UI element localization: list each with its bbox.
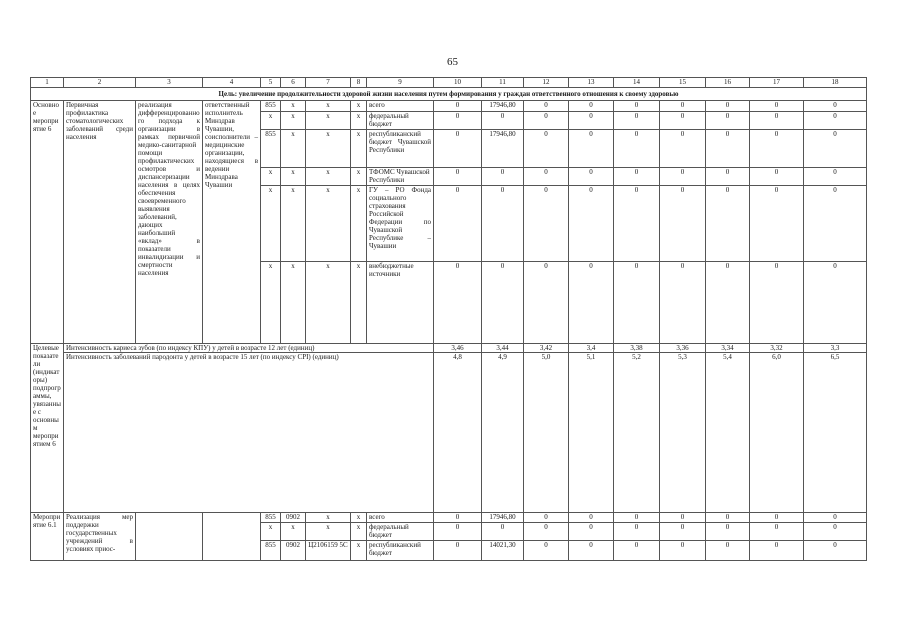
event-executor: ответственный исполнитель Минздрав Чувашии, соисполнители – медицинские организации, находящиеся в ведении Минздрава Чувашии — [203, 101, 261, 344]
table-row: x x x x ТФОМС Чувашской Республики 0 0 0 0 0 0 0 0 0 — [31, 168, 867, 186]
table-row: Мероприятие 6.1 Реализация мер поддержки государственных учреждений в условиях приос- 855 0902 x x всего 0 17946,80 0 0 0 0 0 0 0 — [31, 513, 867, 523]
table-row: Основное мероприятие 6 Первичная профилактика стоматологических заболеваний среди населения реализация дифференцированного подхода к организации в рамках первичной медико-санитарной помощи профилактических осмотров и диспансеризации населения в целях обеспечения своевременного выявления заболеваний, дающих наибольший «вклад» в показатели инвалидизации и смертности населения ответственный исполнитель Минздрав Чувашии, соисполнители – медицинские организации, находящиеся в ведении Минздрава Чувашии 855 x x x всего 0 17946,80 0 0 0 0 0 0 0 — [31, 101, 867, 112]
indicator-name: Интенсивность заболеваний пародонта у детей в возрасте 15 лет (по индексу СРІ) (единиц) — [64, 353, 434, 513]
column-number-row: 1 2 3 4 5 6 7 8 9 10 11 12 13 14 15 16 17 18 — [31, 78, 867, 88]
table-row: 855 0902 Ц2106159 5С x республиканский бюджет 0 14021,30 0 0 0 0 0 0 0 — [31, 541, 867, 561]
indicator-name: Интенсивность кариеса зубов (по индексу КПУ) у детей в возрасте 12 лет (единиц) — [64, 344, 434, 353]
indicator-row: Целевые показатели (индикаторы) подпрограммы, увязанные с основным мероприятием 6 Интенсивность кариеса зубов (по индексу КПУ) у детей в возрасте 12 лет (единиц) 3,46 3,44 3,42 3,4 3,38 3,36 3,34 3,32 3,3 — [31, 344, 867, 353]
indicator-row: Интенсивность заболеваний пародонта у детей в возрасте 15 лет (по индексу СРІ) (единиц) 4,8 4,9 5,0 5,1 5,2 5,3 5,4 6,0 6,5 — [31, 353, 867, 513]
event-name: Реализация мер поддержки государственных учреждений в условиях приос- — [64, 513, 136, 561]
page-number: 65 — [447, 56, 458, 68]
table-row: x x x x ГУ – РО Фонда социального страхования Российской Федерации по Чувашской Республике – Чувашии 0 0 0 0 0 0 0 0 0 — [31, 186, 867, 262]
table-row: x x x x федеральный бюджет 0 0 0 0 0 0 0 0 0 — [31, 112, 867, 130]
event-type: Основное мероприятие 6 — [31, 101, 64, 344]
event-task: реализация дифференцированного подхода к организации в рамках первичной медико-санитарной помощи профилактических осмотров и диспансеризации населения в целях обеспечения своевременного выявления заболеваний, дающих наибольший «вклад» в показатели инвалидизации и смертности населения — [136, 101, 203, 344]
table-row: 855 x x x республиканский бюджет Чувашской Республики 0 17946,80 0 0 0 0 0 0 0 — [31, 130, 867, 168]
budget-table — [30, 77, 867, 561]
indicators-label: Целевые показатели (индикаторы) подпрограммы, увязанные с основным мероприятием 6 — [31, 344, 64, 513]
table-row: x x x x федеральный бюджет 0 0 0 0 0 0 0 0 0 — [31, 523, 867, 541]
event-name: Первичная профилактика стоматологических заболеваний среди населения — [64, 101, 136, 344]
event-type: Мероприятие 6.1 — [31, 513, 64, 561]
goal-text: Цель: увеличение продолжительности здоровой жизни населения путем формирования у граждан ответственного отношения к своему здоровью — [31, 88, 867, 101]
table-row: x x x x внебюджетные источники 0 0 0 0 0 0 0 0 0 — [31, 262, 867, 344]
goal-row — [31, 88, 867, 101]
